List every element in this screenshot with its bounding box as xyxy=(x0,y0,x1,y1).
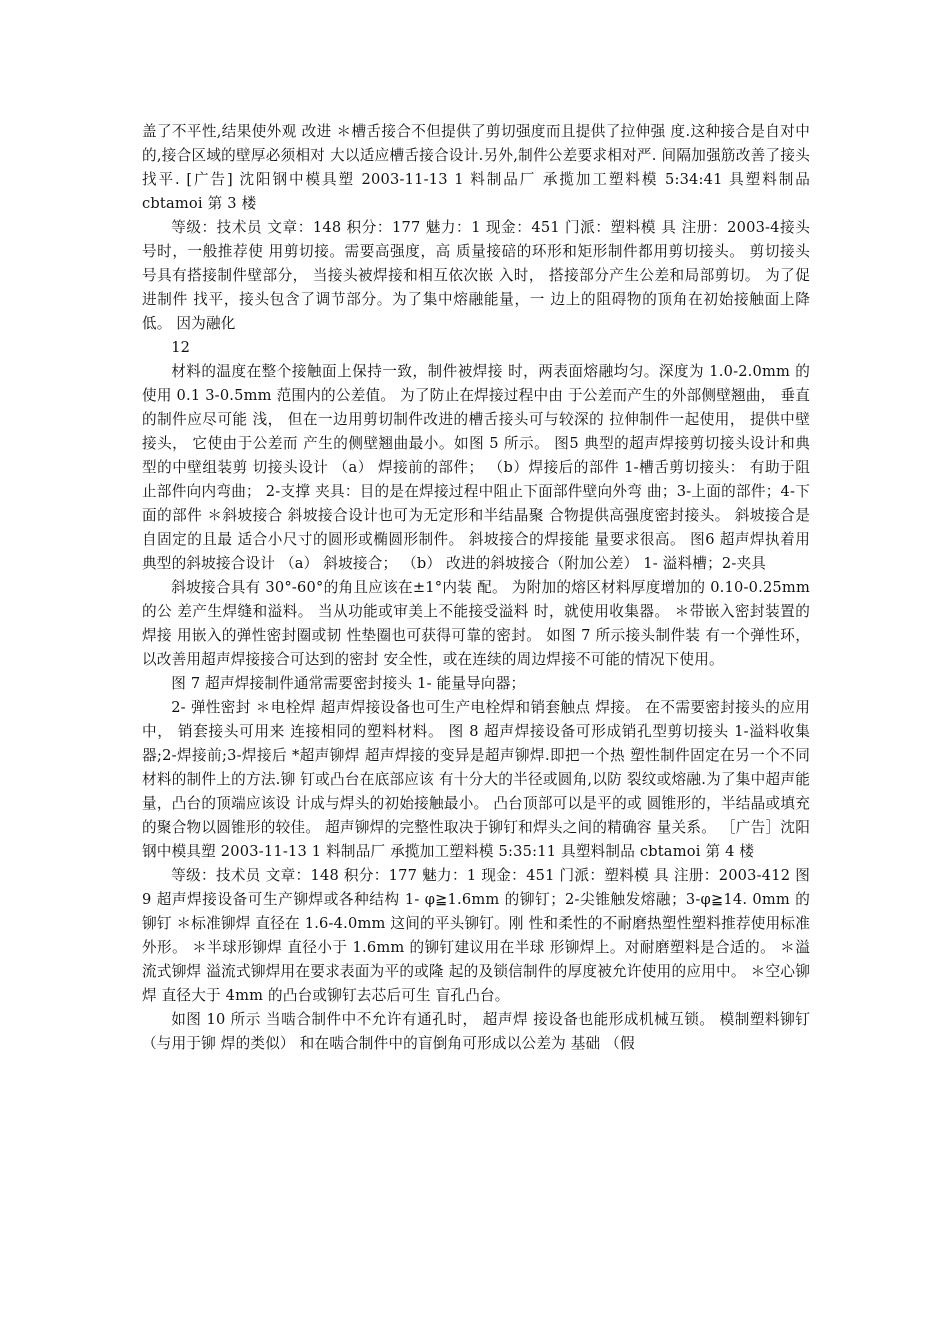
document-body xyxy=(142,120,810,1056)
paragraph-2: 等级：技术员 文章：148 积分：177 魅力：1 现金：451 门派：塑料模 具 注册：2003-4接头号时，一般推荐使 用剪切接。需要高强度，高 质量接碚的环形和矩形制件都用剪切接头。 剪切接头 号具有搭接制件壁部分， 当接头被焊接和相互依次嵌 入时， 搭接部分产生公差和局部剪切。 为了促进制件 找平，接头包含了调节部分。为了集中熔融能量，一 边上的阻碍物的顶角在初始接触面上降低。 因为融化 xyxy=(142,219,810,332)
paragraph-4: 斜坡接合具有 30°-60°的角且应该在±1°内装 配。 为附加的熔区材料厚度增加的 0.10-0.25mm 的公 差产生焊缝和溢料。 当从功能或审美上不能接受溢料 时，就使用收集器。 ＊带嵌入密封装置的焊接 用嵌入的弹性密封圈或韧 性垫圈也可获得可靠的密封。 如图 7 所示接头制件装 有一个弹性环， 以改善用超声焊接接合可达到的密封 安全性，或在连续的周边焊接不可能的情况下使用。 xyxy=(142,579,810,668)
paragraph-5: 2- 弹性密封 ＊电栓焊 超声焊接设备也可生产电栓焊和销套触点 焊接。 在不需要密封接头的应用中， 销套接头可用来 连接相同的塑料材料。 图 8 超声焊接设备可形成销孔型剪切接头 1-溢料收集器;2-焊接前;3-焊接后 *超声铆焊 超声焊接的变异是超声铆焊.即把一个热 塑性制件固定在另一个不同材料的制件上的方法.铆 钉或凸台在底部应该 有十分大的半径或圆角,以防 裂纹或熔融.为了集中超声能量，凸台的顶端应该设 计成与焊头的初始接触最小。 凸台顶部可以是平的或 圆锥形的，半结晶或填充的聚合物以圆锥形的较佳。 超声铆焊的完整性取决于铆钉和焊头之间的精确容 量关系。 ［广告］沈阳钢中模具塑 2003-11-13 1 料制品厂 承揽加工塑料模 5:35:11 具塑料制品 cbtamoi 第 4 楼 xyxy=(142,699,810,860)
paragraph-1: 盖了不平性,结果使外观 改进 ＊槽舌接合不但提供了剪切强度而且提供了拉伸强 度.这种接合是自对中的,接合区域的壁厚必须相对 大以适应槽舌接合设计.另外,制件公差要求相对严. 间隔加强筋改善了接头找平. [广告] 沈阳钢中模具塑 2003-11-13 1 料制品厂 承揽加工塑料模 5:34:41 具塑料制品 cbtamoi 第 3 楼 xyxy=(142,123,810,212)
page-number: 12 xyxy=(171,339,191,356)
paragraph-6: 等级：技术员 文章：148 积分：177 魅力：1 现金：451 门派：塑料模 具 注册：2003-412 图 9 超声焊接设备可生产铆焊或各种结构 1- φ≧1.6mm 的铆钉；2-尖锥触发熔融；3-φ≧14. 0mm 的铆钉 ＊标准铆焊 直径在 1.6-4.0mm 这间的平头铆钉。刚 性和柔性的不耐磨热塑性塑料推荐使用标准外形。 ＊半球形铆焊 直径小于 1.6mm 的铆钉建议用在半球 形铆焊上。对耐磨塑料是合适的。 ＊溢流式铆焊 溢流式铆焊用在要求表面为平的或隆 起的及锁信制件的厚度被允许使用的应用中。 ＊空心铆焊 直径大于 4mm 的凸台或铆钉去芯后可生 盲孔凸台。 xyxy=(142,867,810,1004)
paragraph-7: 如图 10 所示 当啮合制件中不允许有通孔时， 超声焊 接设备也能形成机械互锁。 模制塑料铆钉 （与用于铆 焊的类似） 和在啮合制件中的盲倒角可形成以公差为 基础 （假 xyxy=(142,1011,810,1052)
paragraph-3: 材料的温度在整个接触面上保持一致，制件被焊接 时，两表面熔融均匀。深度为 1.0-2.0mm 的使用 0.1 3-0.5mm 范围内的公差值。 为了防止在焊接过程中由 于公差而产生的外部侧壁翘曲， 垂直的制件应尽可能 浅， 但在一边用剪切制件改进的槽舌接头可与较深的 拉伸制件一起使用， 提供中壁接头， 它使由于公差而 产生的侧壁翘曲最小。如图 5 所示。 图5 典型的超声焊接剪切接头设计和典型的中壁组装剪 切接头设计 （a） 焊接前的部件； （b）焊接后的部件 1-槽舌剪切接头： 有助于阻止部件向内弯曲； 2-支撑 夹具：目的是在焊接过程中阻止下面部件壁向外弯 曲；3-上面的部件；4-下面的部件 ＊斜坡接合 斜坡接合设计也可为无定形和半结晶聚 合物提供高强度密封接头。 斜坡接合是自固定的且最 适合小尺寸的圆形或椭圆形制件。 斜坡接合的焊接能 量要求很高。 图6 超声焊执着用典型的斜坡接合设计 （a） 斜坡接合； （b） 改进的斜坡接合（附加公差） 1- 溢料槽；2-夹具 xyxy=(142,363,810,572)
figure-caption-7: 图 7 超声焊接制件通常需要密封接头 1- 能量导向器； xyxy=(171,675,526,692)
